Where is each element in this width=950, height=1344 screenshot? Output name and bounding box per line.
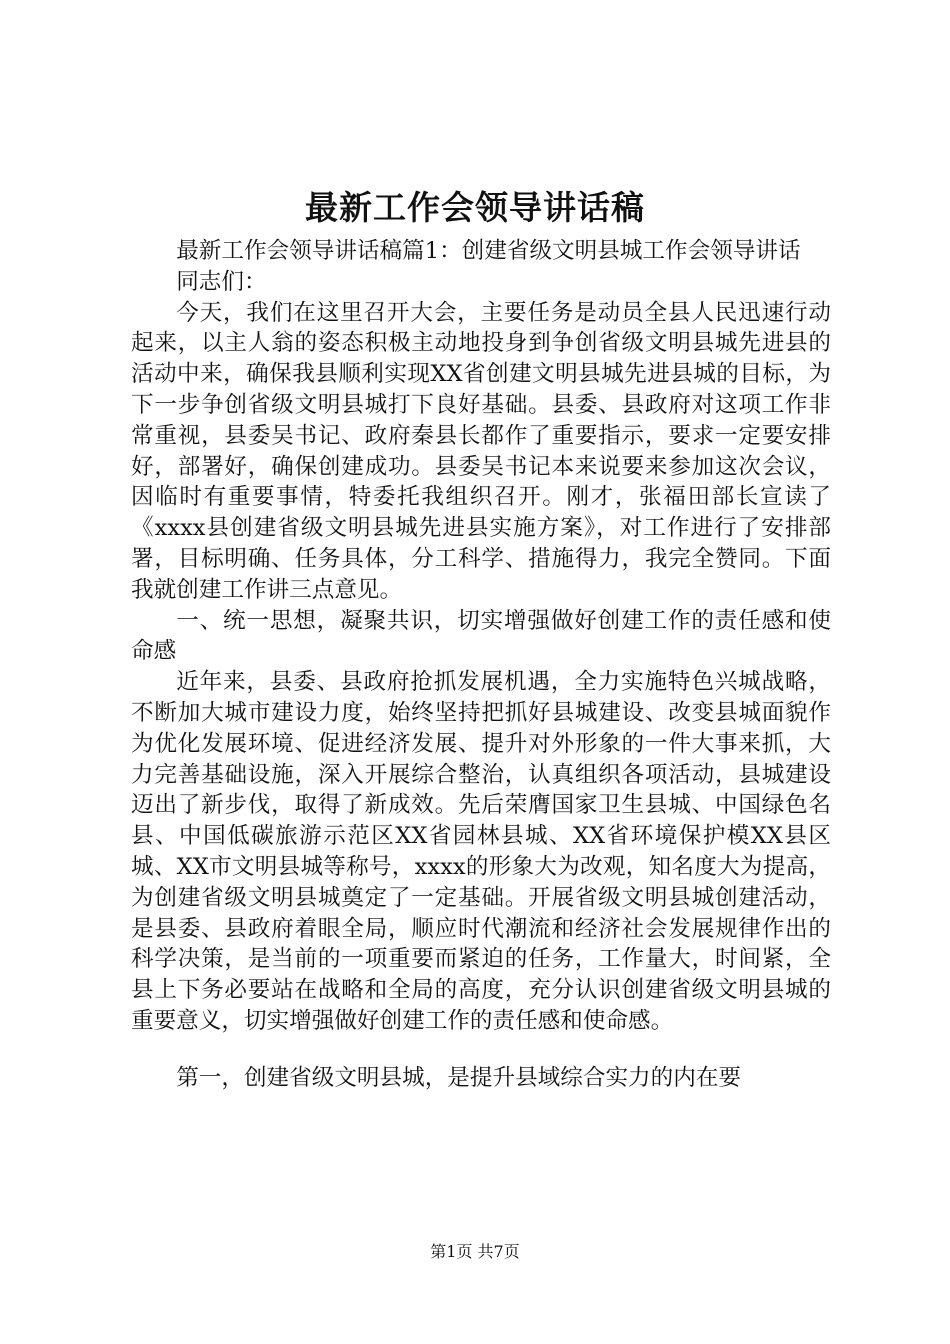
paragraph-section-heading: 一、统一思想，凝聚共识，切实增强做好创建工作的责任感和使命感 [131,607,831,665]
document-body [131,236,831,1094]
paragraph-background: 近年来，县委、县政府抢抓发展机遇，全力实施特色兴城战略，不断加大城市建设力度，始终坚持把抓好县城建设、改变县城面貌作为优化发展环境、促进经济发展、提升对外形象的一件大事来抓，大力完善基础设施，深入开展综合整治，认真组织各项活动，县城建设迈出了新步伐，取得了新成效。先后荣膺国家卫生县城、中国绿色名县、中国低碳旅游示范区XX省园林县城、XX省环境保护模XX县区城、XX市文明县城等称号，xxxx的形象大为改观，知名度大为提高，为创建省级文明县城奠定了一定基础。开展省级文明县城创建活动，是县委、县政府着眼全局，顺应时代潮流和经济社会发展规律作出的科学决策，是当前的一项重要而紧迫的任务，工作量大，时间紧，全县上下务必要站在战略和全局的高度，充分认识创建省级文明县城的重要意义，切实增强做好创建工作的责任感和使命感。 [131,669,831,1034]
paragraph-first-point: 第一，创建省级文明县城，是提升县域综合实力的内在要 [176,1064,742,1091]
document-title: 最新工作会领导讲话稿 [305,188,645,227]
paragraph-opening: 今天，我们在这里召开大会，主要任务是动员全县人民迅速行动起来，以主人翁的姿态积极主动地投身到争创省级文明县城先进县的活动中来，确保我县顺利实现XX省创建文明县城先进县城的目标，为下一步争创省级文明县城打下良好基础。县委、县政府对这项工作非常重视，县委吴书记、政府秦县长都作了重要指示，要求一定要安排好，部署好，确保创建成功。县委吴书记本来说要来参加这次会议，因临时有重要事情，特委托我组织召开。刚才，张福田部长宣读了《xxxx县创建省级文明县城先进县实施方案》，对工作进行了安排部署，目标明确、任务具体，分工科学、措施得力，我完全赞同。下面我就创建工作讲三点意见。 [131,299,831,603]
paragraph-salutation: 同志们： [176,268,267,295]
paragraph-heading-line: 最新工作会领导讲话稿篇1：创建省级文明县城工作会领导讲话 [176,238,801,264]
page-footer: 第1页 共7页 [430,1242,520,1261]
